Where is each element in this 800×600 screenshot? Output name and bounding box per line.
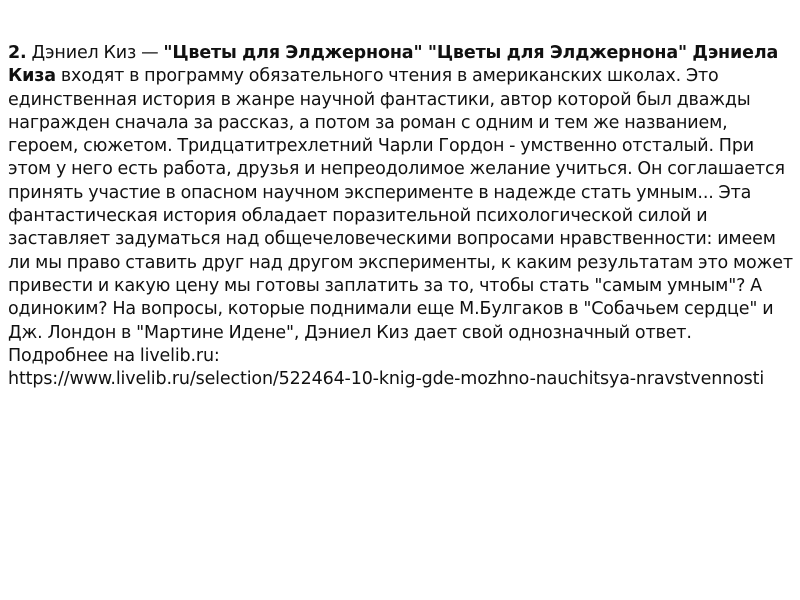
source-link[interactable]: https://www.livelib.ru/selection/522464-10-knig-gde-mozhno-nauchitsya-nravstvennosti — [8, 369, 765, 390]
book-title: "Цветы для Элджернона" "Цветы для Элджернона" Дэниела Киза — [8, 43, 779, 87]
book-description — [8, 42, 793, 391]
description-text: входят в программу обязательного чтения в американских школах. Это единственная история в жанре научной фантастики, автор которой был дважды награжден сначала за рассказ, а потом за роман с одним и тем же названием, героем, сюжетом. Тридцатитрехлетний Чарли Гордон - умственно отсталый. При этом у него есть работа, друзья и непреодолимое желание учиться. Он соглашается принять участие в опасном научном эксперименте в надежде стать умным... Эта фантастическая история обладает поразительной психологической силой и заставляет задуматься над общечеловеческими вопросами нравственности: имеем ли мы право ставить друг над другом эксперименты, к каким результатам это может привести и какую цену мы готовы заплатить за то, чтобы стать "самым умным"? А одиноким? На вопросы, которые поднимали еще М.Булгаков в "Собачьем сердце" и Дж. Лондон в "Мартине Идене", Дэниел Киз дает свой однозначный ответ. Подробнее на livelib.ru: — [8, 66, 793, 366]
item-number: 2. — [8, 43, 27, 63]
title-dash: — — [136, 43, 164, 63]
author-name: Дэниел Киз — [31, 43, 137, 63]
